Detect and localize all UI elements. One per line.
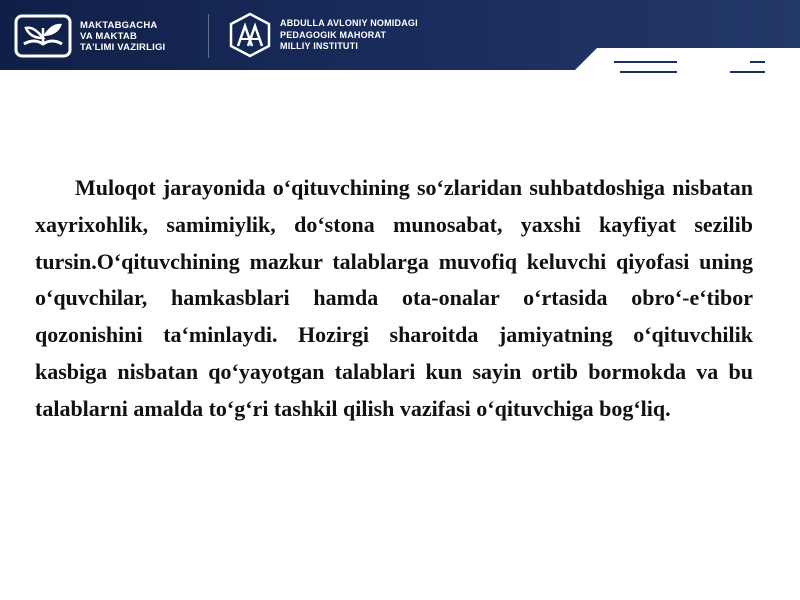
institute-line-3: MILLIY INSTITUTI bbox=[280, 41, 359, 51]
header-divider bbox=[208, 14, 209, 58]
ministry-line-1: MAKTABGACHA bbox=[80, 20, 158, 31]
decor-line bbox=[730, 71, 765, 73]
header-banner bbox=[0, 0, 800, 70]
institute-line-1: ABDULLA AVLONIY NOMIDAGI bbox=[280, 18, 418, 28]
hexagon-aa-monogram-icon bbox=[228, 12, 272, 58]
ministry-line-3: TA’LIMI VAZIRLIGI bbox=[80, 42, 166, 53]
decor-line bbox=[614, 61, 677, 63]
header-corner-decoration bbox=[575, 48, 800, 70]
institute-line-2: PEDAGOGIK MAHORAT bbox=[280, 29, 387, 40]
institute-name bbox=[280, 18, 418, 53]
decor-line bbox=[750, 61, 765, 63]
open-book-leaf-icon bbox=[14, 14, 72, 58]
body-paragraph: Muloqot jarayonida o‘qituvchining so‘zlaridan suhbatdoshiga nisbatan xayrixohlik, samimiylik, do‘stona munosabat, yaxshi kayfiyat sezilib tursin.O‘qituvchining mazkur talablarga muvofiq keluvchi qiyofasi uning o‘quvchilar, hamkasblari hamda ota-onalar o‘rtasida obro‘-e‘tibor qozonishini ta‘minlaydi. Hozirgi sharoitda jamiyatning o‘qituvchilik kasbiga nisbatan qo‘yayotgan talablari kun sayin ortib bormokda va bu talablarni amalda to‘g‘ri tashkil qilish vazifasi o‘qituvchiga bog‘liq. bbox=[35, 175, 753, 421]
ministry-line-2: VA MAKTAB bbox=[80, 31, 138, 42]
decor-line bbox=[620, 71, 677, 73]
ministry-name bbox=[80, 20, 165, 53]
